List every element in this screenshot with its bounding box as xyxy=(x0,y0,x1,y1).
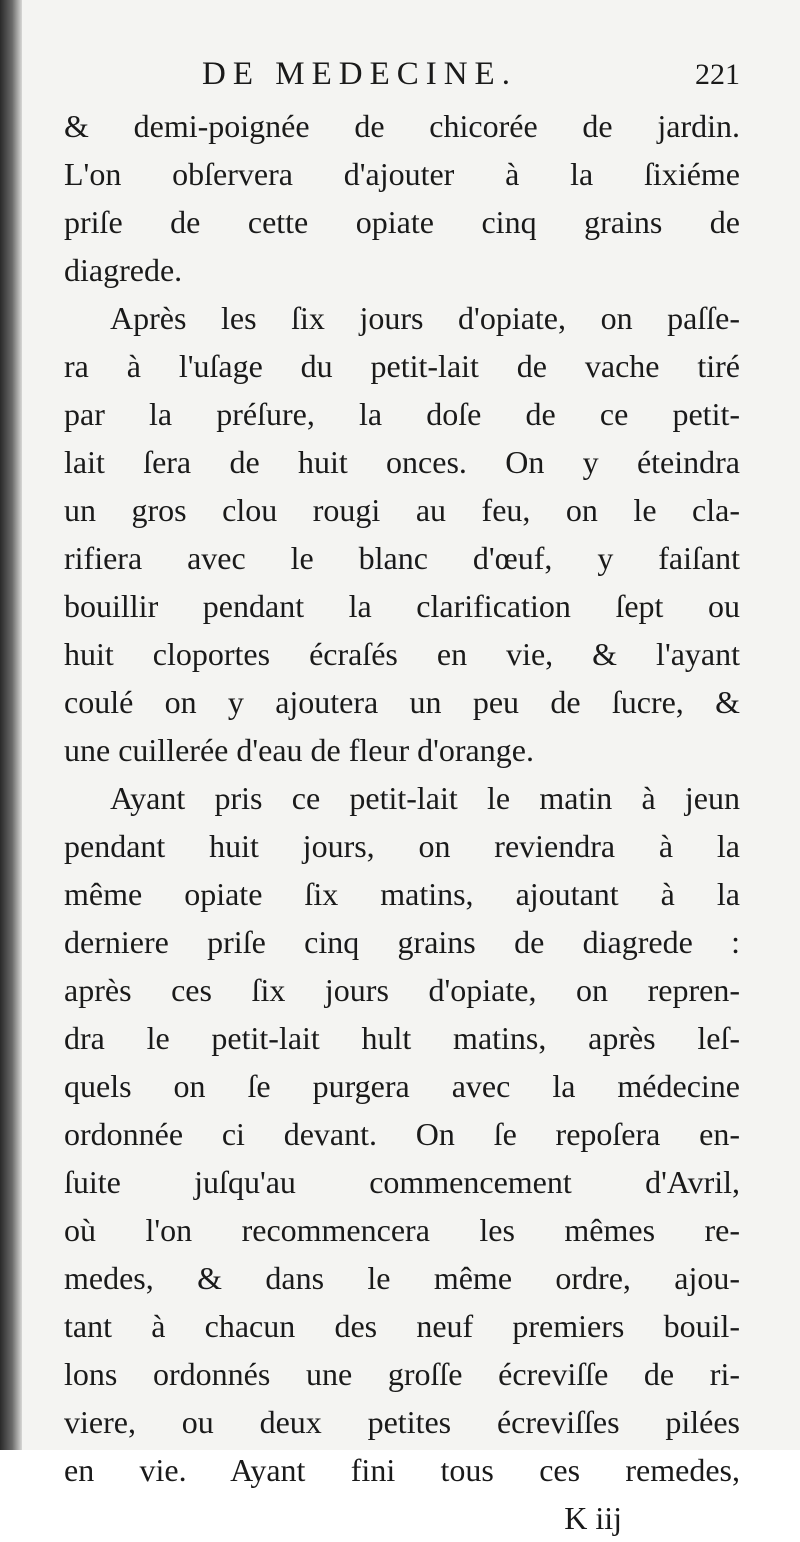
text-line: après ces ſix jours d'opiate, on repren- xyxy=(64,972,740,1008)
text-line: ſuite juſqu'au commencement d'Avril, xyxy=(64,1164,740,1200)
text-line: Ayant pris ce petit-lait le matin à jeun xyxy=(110,780,740,816)
text-line: par la préſure, la doſe de ce petit- xyxy=(64,396,740,432)
text-line: coulé on y ajoutera un peu de ſucre, & xyxy=(64,684,740,720)
paragraph-3 xyxy=(64,774,740,1494)
text-block xyxy=(64,52,740,1542)
text-line: même opiate ſix matins, ajoutant à la xyxy=(64,876,740,912)
paragraph-2 xyxy=(64,294,740,774)
paragraph-1 xyxy=(64,102,740,294)
signature-mark: K iij xyxy=(564,1500,622,1536)
text-line: ra à l'uſage du petit-lait de vache tiré xyxy=(64,348,740,384)
text-line: dra le petit-lait hult matins, après leſ- xyxy=(64,1020,740,1056)
page-gutter-shadow xyxy=(0,0,22,1450)
text-line: ordonnée ci devant. On ſe repoſera en- xyxy=(64,1116,740,1152)
text-line: en vie. Ayant fini tous ces remedes, xyxy=(64,1452,740,1488)
text-line: pendant huit jours, on reviendra à la xyxy=(64,828,740,864)
text-line: une cuillerée d'eau de fleur d'orange. xyxy=(64,732,534,768)
text-line: bouillir pendant la clarification ſept ou xyxy=(64,588,740,624)
text-line: tant à chacun des neuf premiers bouil- xyxy=(64,1308,740,1344)
text-line: quels on ſe purgera avec la médecine xyxy=(64,1068,740,1104)
page-number: 221 xyxy=(695,58,740,91)
text-line: Après les ſix jours d'opiate, on paſſe- xyxy=(110,300,740,336)
text-line: rifiera avec le blanc d'œuf, y faiſant xyxy=(64,540,740,576)
running-head xyxy=(64,52,740,102)
text-line: lons ordonnés une groſſe écreviſſe de ri- xyxy=(64,1356,740,1392)
running-title: DE MEDECINE. xyxy=(202,56,517,92)
text-line: huit cloportes écraſés en vie, & l'ayant xyxy=(64,636,740,672)
text-line: & demi-poignée de chicorée de jardin. xyxy=(64,108,740,144)
text-line: priſe de cette opiate cinq grains de xyxy=(64,204,740,240)
text-line: où l'on recommencera les mêmes re- xyxy=(64,1212,740,1248)
text-line: derniere priſe cinq grains de diagrede : xyxy=(64,924,740,960)
text-line: lait ſera de huit onces. On y éteindra xyxy=(64,444,740,480)
text-line: diagrede. xyxy=(64,252,183,288)
text-line: L'on obſervera d'ajouter à la ſixiéme xyxy=(64,156,740,192)
text-line: un gros clou rougi au feu, on le cla- xyxy=(64,492,740,528)
text-line: viere, ou deux petites écreviſſes pilées xyxy=(64,1404,740,1440)
text-line: medes, & dans le même ordre, ajou- xyxy=(64,1260,740,1296)
